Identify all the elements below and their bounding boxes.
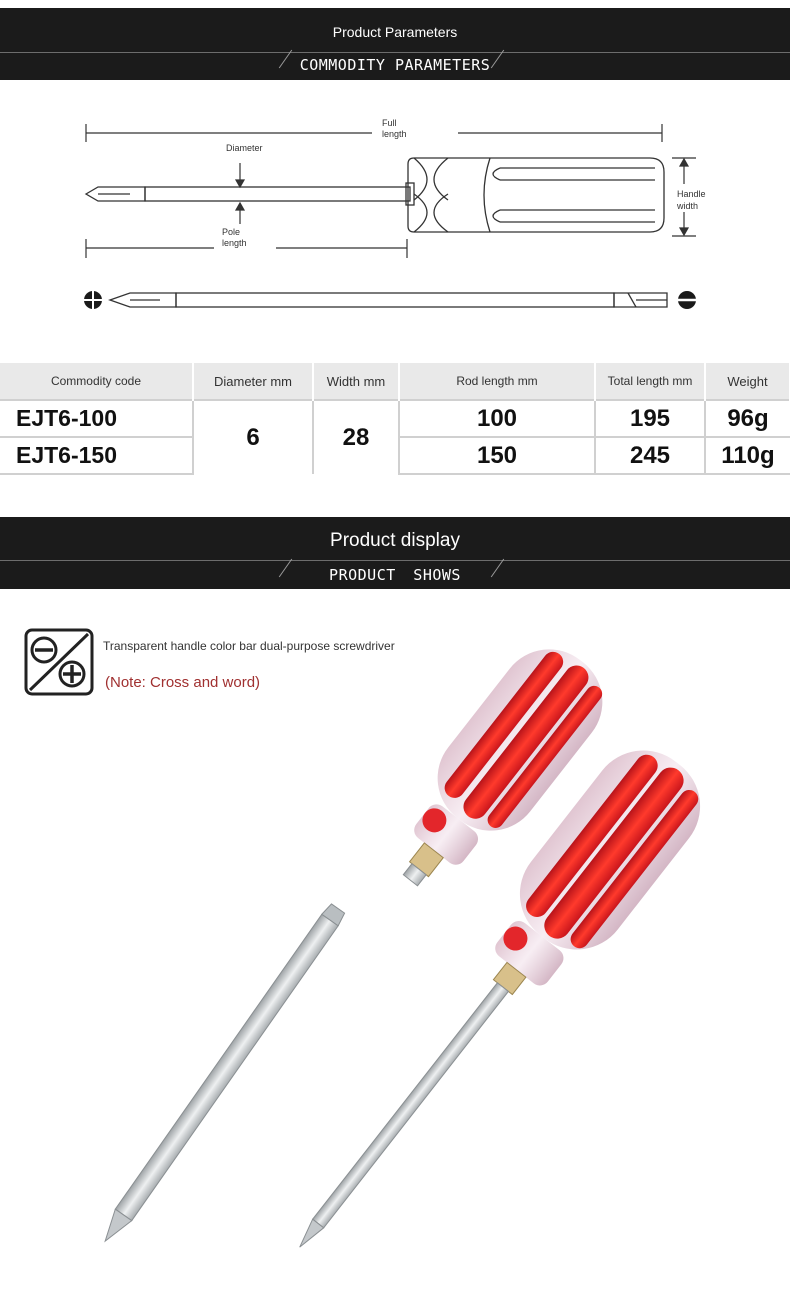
- phillips-end-icon: [84, 291, 102, 309]
- rod-length-cell: 150: [399, 437, 595, 474]
- banner-title: Product display: [330, 530, 460, 551]
- weight-cell: 96g: [705, 400, 790, 437]
- full-length-label-1: Full: [382, 118, 397, 128]
- pole-length-label-2: length: [222, 238, 247, 248]
- pole-length-label-1: Pole: [222, 227, 241, 237]
- slotted-phillips-icon: [24, 628, 94, 696]
- diameter-label: Diameter: [226, 143, 263, 153]
- loose-bit: [97, 903, 346, 1247]
- feature-note: (Note: Cross and word): [105, 674, 261, 691]
- screwdriver-illustration: [0, 600, 790, 1303]
- column-header: Diameter mm: [193, 363, 313, 400]
- weight-cell: 110g: [705, 437, 790, 474]
- slotted-end-icon: [678, 291, 696, 309]
- rod-length-cell: 100: [399, 400, 595, 437]
- handle-drawing: [406, 158, 664, 232]
- table-row: [0, 400, 790, 437]
- commodity-code-cell: EJT6-150: [0, 437, 193, 474]
- handle-width-label-2: width: [677, 201, 699, 211]
- banner-title: Product Parameters: [332, 24, 458, 40]
- handle-width-label-1: Handle: [677, 189, 706, 199]
- banner-product-display: [0, 517, 790, 589]
- column-header: Weight: [705, 363, 790, 400]
- diameter-arrows: [236, 163, 244, 224]
- screwdriver-diagram: [0, 100, 790, 330]
- full-length-label-2: length: [382, 129, 407, 139]
- total-length-cell: 195: [595, 400, 705, 437]
- banner-divider: [0, 560, 790, 561]
- spec-table: [0, 363, 790, 475]
- column-header: Rod length mm: [399, 363, 595, 400]
- width-cell: 28: [313, 400, 399, 474]
- full-length-dimension: [86, 124, 662, 142]
- banner-product-parameters: [0, 8, 790, 80]
- feature-description: Transparent handle color bar dual-purpose screwdriver: [103, 639, 395, 653]
- diameter-cell: 6: [193, 400, 313, 474]
- banner-subtitle: PRODUCT SHOWS: [329, 566, 461, 584]
- column-header: Total length mm: [595, 363, 705, 400]
- column-header: Width mm: [313, 363, 399, 400]
- dimension-diagram: [0, 100, 790, 330]
- commodity-code-cell: EJT6-100: [0, 400, 193, 437]
- shaft-drawing: [86, 187, 410, 201]
- dual-bit-drawing: [110, 293, 667, 307]
- banner-divider: [0, 52, 790, 53]
- product-photo: [0, 600, 790, 1303]
- table-header-row: [0, 363, 790, 400]
- banner-subtitle: COMMODITY PARAMETERS: [299, 56, 491, 74]
- column-header: Commodity code: [0, 363, 193, 400]
- total-length-cell: 245: [595, 437, 705, 474]
